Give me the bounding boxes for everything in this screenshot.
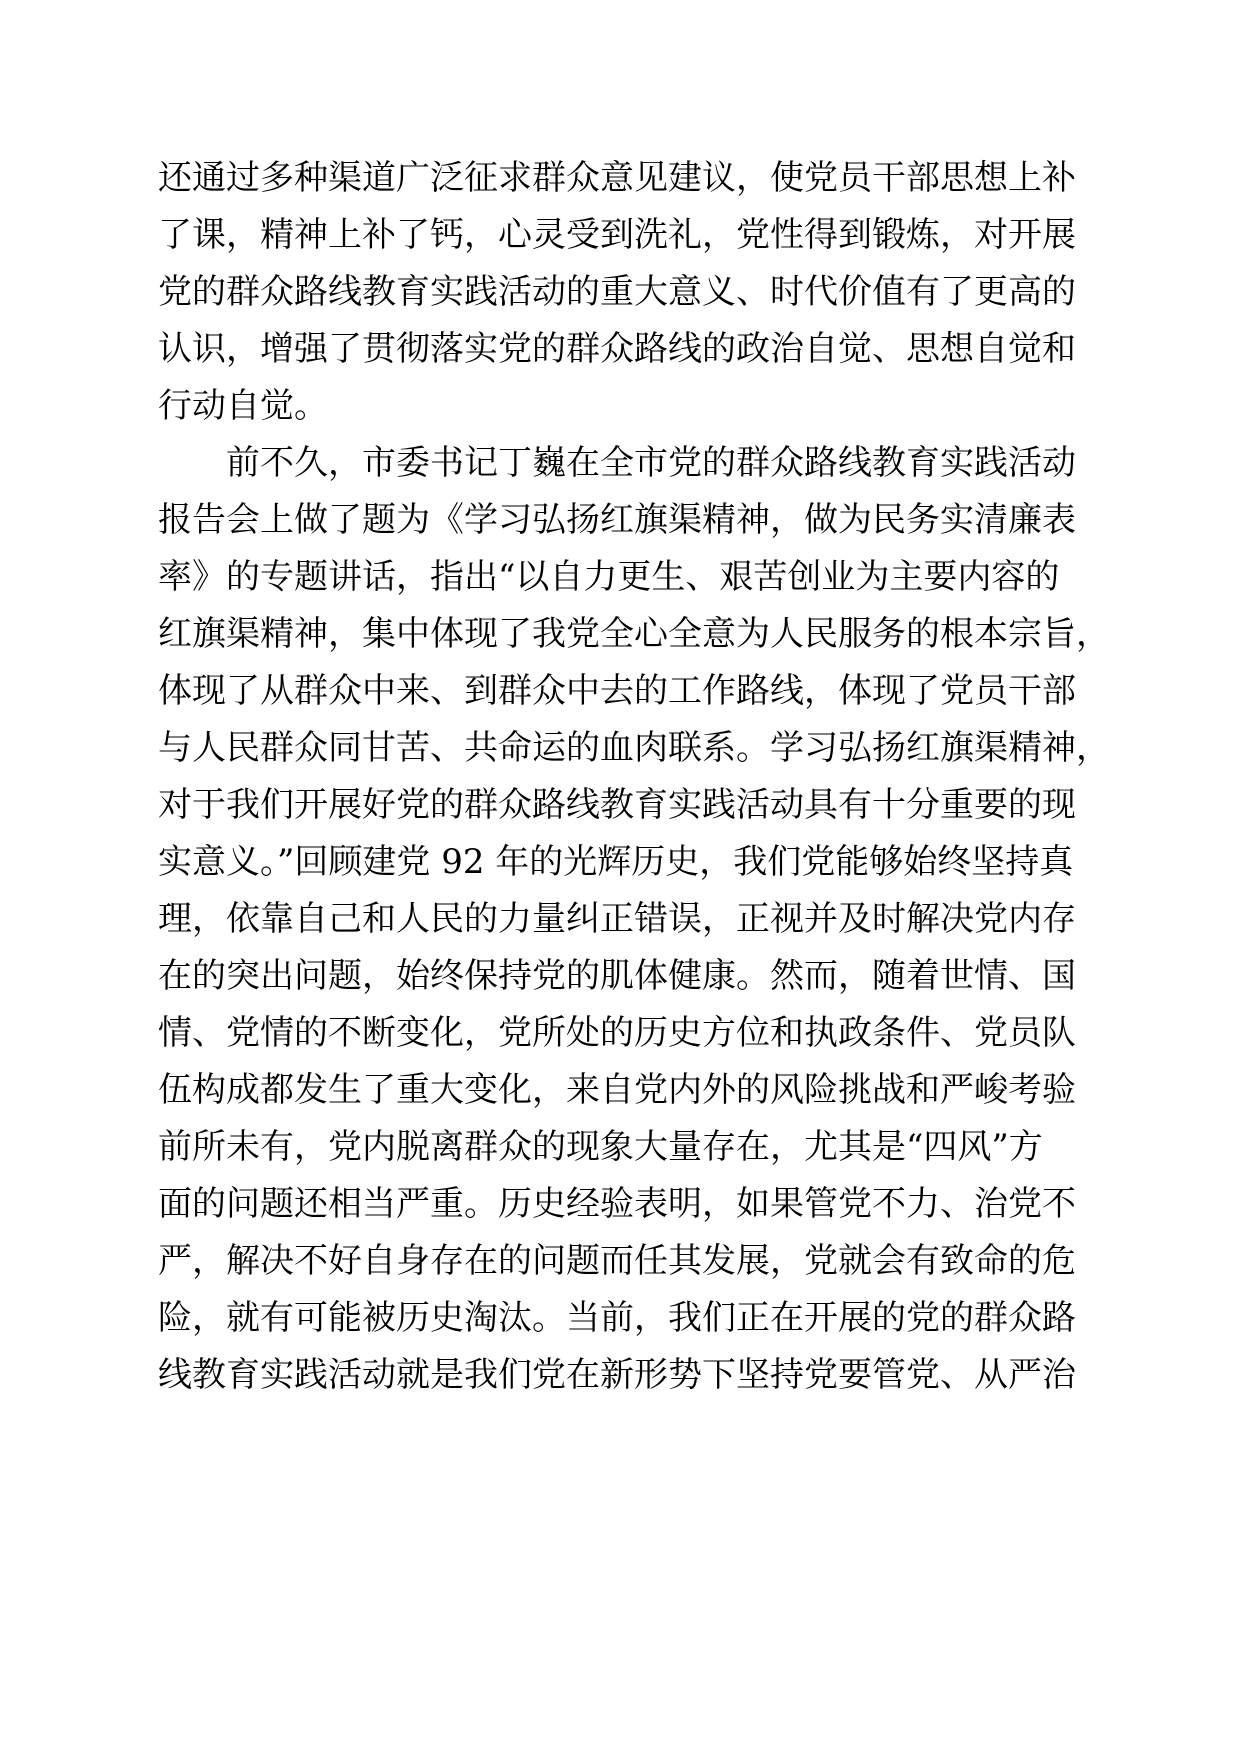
text-line: 了课，精神上补了钙，心灵受到洗礼，党性得到锻炼，对开展 — [158, 215, 1076, 255]
text-line: 红旗渠精神，集中体现了我党全心全意为人民服务的根本宗旨， — [158, 614, 1110, 654]
text-line: 还通过多种渠道广泛征求群众意见建议，使党员干部思想上补 — [158, 158, 1076, 198]
text-line: 对于我们开展好党的群众路线教育实践活动具有十分重要的现 — [158, 785, 1076, 825]
text-line: 险，就有可能被历史淘汰。当前，我们正在开展的党的群众路 — [158, 1298, 1076, 1338]
text-line: 行动自觉。 — [158, 386, 328, 426]
text-line: 报告会上做了题为《学习弘扬红旗渠精神，做为民务实清廉表 — [158, 500, 1076, 540]
text-line: 认识，增强了贯彻落实党的群众路线的政治自觉、思想自觉和 — [158, 329, 1076, 369]
text-line: 在的突出问题，始终保持党的肌体健康。然而，随着世情、国 — [158, 956, 1076, 996]
text-line: 体现了从群众中来、到群众中去的工作路线，体现了党员干部 — [158, 671, 1076, 711]
text-line: 严，解决不好自身存在的问题而任其发展，党就会有致命的危 — [158, 1241, 1076, 1281]
text-line: 线教育实践活动就是我们党在新形势下坚持党要管党、从严治 — [158, 1355, 1076, 1395]
text-line: 面的问题还相当严重。历史经验表明，如果管党不力、治党不 — [158, 1184, 1076, 1224]
text-line: 率》的专题讲话，指出“以自力更生、艰苦创业为主要内容的 — [158, 557, 1060, 597]
text-line: 与人民群众同甘苦、共命运的血肉联系。学习弘扬红旗渠精神， — [158, 728, 1110, 768]
text-line: 情、党情的不断变化，党所处的历史方位和执政条件、党员队 — [158, 1013, 1076, 1053]
text-line: 党的群众路线教育实践活动的重大意义、时代价值有了更高的 — [158, 272, 1076, 312]
text-line: 实意义。”回顾建党 92 年的光辉历史，我们党能够始终坚持真 — [158, 842, 1074, 882]
text-line: 伍构成都发生了重大变化，来自党内外的风险挑战和严峻考验 — [158, 1070, 1076, 1110]
paragraph-first-line: 前不久，市委书记丁巍在全市党的群众路线教育实践活动 — [226, 443, 1076, 483]
text-line: 前所未有，党内脱离群众的现象大量存在，尤其是“四风”方 — [158, 1127, 1043, 1167]
text-line: 理，依靠自己和人民的力量纠正错误，正视并及时解决党内存 — [158, 899, 1076, 939]
